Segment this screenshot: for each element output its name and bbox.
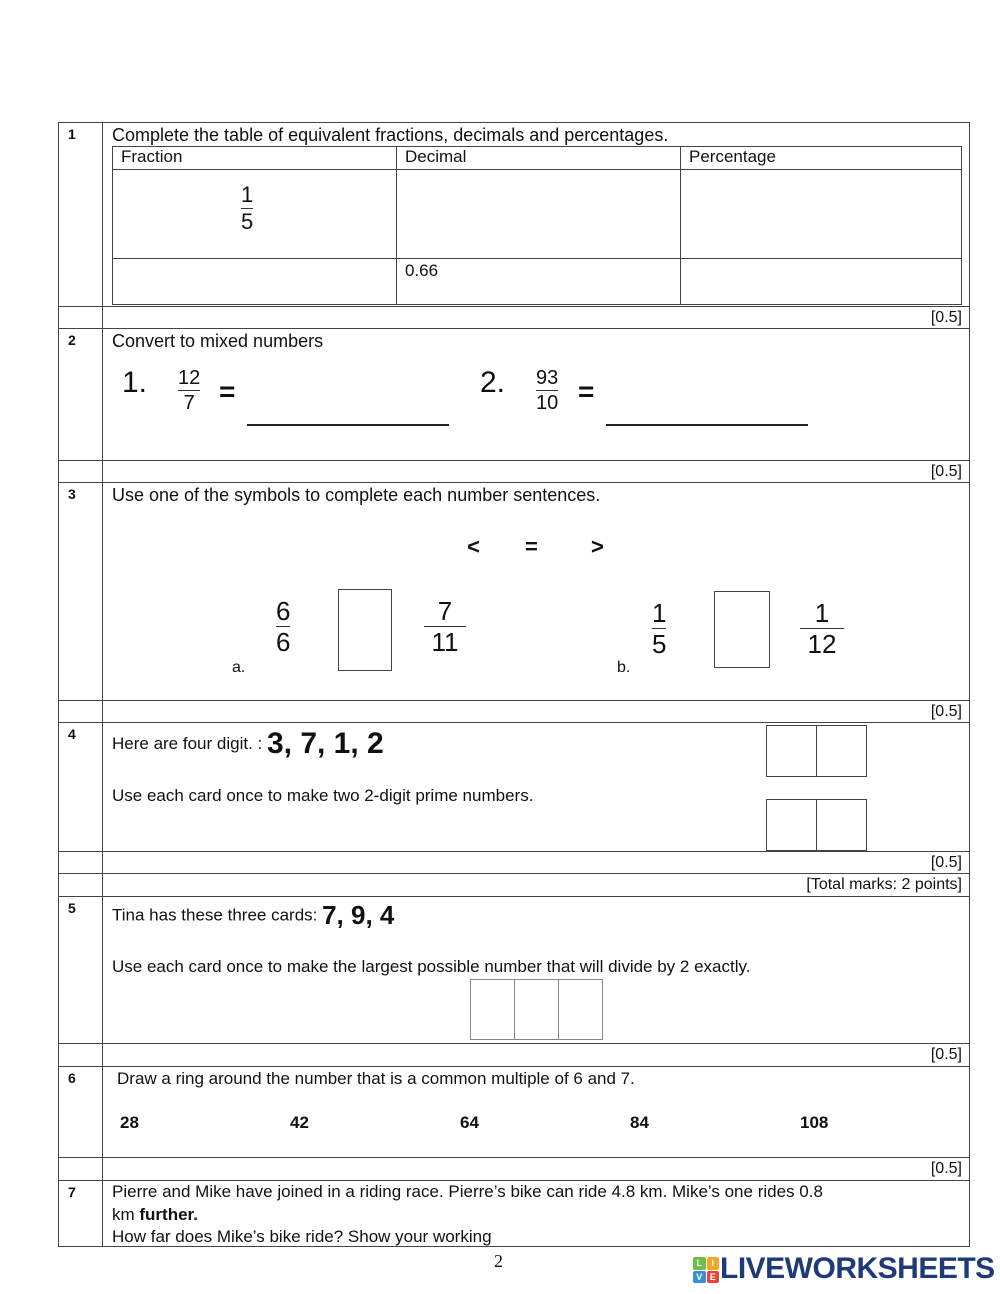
question-number: 2 [68, 332, 76, 348]
question-number: 4 [68, 726, 76, 742]
page-number: 2 [494, 1251, 503, 1271]
question-number: 7 [68, 1184, 76, 1200]
column-header-percentage: Percentage [681, 147, 962, 170]
fraction-right [424, 598, 466, 655]
item-label: a. [232, 659, 246, 676]
question-text-line-3: How far does Mike’s bike ride? Show your working [112, 1227, 492, 1246]
question-number: 3 [68, 486, 76, 502]
logo-icon [693, 1257, 719, 1283]
marks-label: [0.5] [930, 463, 962, 480]
item-label: 2. [480, 366, 506, 399]
fraction [241, 184, 253, 233]
numerator: 6 [276, 596, 291, 626]
numerator: 7 [437, 596, 453, 626]
numerator: 1 [652, 598, 667, 628]
digit-box[interactable] [816, 799, 867, 851]
decimal-input-cell[interactable] [397, 170, 681, 259]
percentage-input-cell[interactable] [681, 170, 962, 259]
digit-box[interactable] [766, 799, 817, 851]
fraction-bar [178, 390, 200, 391]
fraction [536, 368, 558, 413]
item-label: 1. [122, 366, 148, 399]
marks-label: [0.5] [930, 854, 962, 871]
denominator: 5 [241, 209, 254, 234]
question-instruction: Use each card once to make the largest possible number that will divide by 2 exactly. [112, 957, 751, 976]
option-64[interactable]: 64 [460, 1113, 479, 1132]
marks-label: [0.5] [930, 1046, 962, 1063]
fraction-input-cell[interactable] [113, 259, 397, 305]
logo-tile: E [707, 1271, 720, 1284]
question-prompt [112, 900, 394, 931]
divider [58, 482, 970, 483]
question-prompt: Complete the table of equivalent fractions, decimals and percentages. [112, 125, 669, 145]
table-row [113, 259, 962, 305]
total-marks-label: [Total marks: 2 points] [806, 876, 962, 893]
liveworksheets-logo: LIVEWORKSHEETS [720, 1252, 995, 1285]
emphasis-text: further. [139, 1205, 198, 1224]
question-number: 6 [68, 1070, 76, 1086]
symbol-less-than: < [467, 534, 480, 559]
symbol-greater-than: > [591, 534, 604, 559]
logo-tile: V [693, 1271, 706, 1284]
prompt-prefix: Here are four digit. : [112, 734, 267, 753]
marks-label: [0.5] [930, 703, 962, 720]
question-prompt [112, 727, 384, 761]
fraction-left [276, 598, 290, 655]
denominator: 12 [807, 629, 837, 659]
denominator: 11 [431, 627, 459, 657]
question-prompt: Draw a ring around the number that is a common multiple of 6 and 7. [117, 1069, 635, 1088]
question-instruction: Use each card once to make two 2-digit prime numbers. [112, 786, 534, 805]
number-cards: 7, 9, 4 [322, 900, 395, 930]
numerator: 1 [814, 598, 830, 628]
divider [58, 460, 970, 461]
option-42[interactable]: 42 [290, 1113, 309, 1132]
digit-box[interactable] [766, 725, 817, 777]
fraction-cell [113, 170, 397, 259]
divider [58, 1180, 970, 1181]
answer-line-1[interactable] [247, 424, 449, 426]
item-label: b. [617, 659, 631, 676]
numerator: 1 [241, 182, 254, 207]
symbol-answer-box-a[interactable] [338, 589, 392, 671]
option-84[interactable]: 84 [630, 1113, 649, 1132]
denominator: 7 [183, 392, 195, 414]
digit-box[interactable] [514, 979, 559, 1040]
question-number: 1 [68, 126, 76, 142]
fraction-left [652, 600, 666, 657]
text: km [112, 1205, 140, 1224]
logo-tile: I [707, 1257, 720, 1270]
fraction-right [800, 600, 844, 657]
column-header-fraction: Fraction [113, 147, 397, 170]
digit-box[interactable] [558, 979, 603, 1040]
equivalence-table [112, 146, 962, 305]
divider [58, 722, 970, 723]
marks-label: [0.5] [930, 309, 962, 326]
digit-box[interactable] [470, 979, 515, 1040]
prompt-prefix: Tina has these three cards: [112, 905, 323, 925]
divider [58, 896, 970, 897]
answer-line-2[interactable] [606, 424, 808, 426]
question-text-line-2 [112, 1205, 198, 1225]
option-108[interactable]: 108 [800, 1113, 829, 1132]
divider [58, 1066, 970, 1067]
denominator: 5 [652, 629, 667, 659]
divider [58, 328, 970, 329]
symbol-answer-box-b[interactable] [714, 591, 770, 668]
table-header-row [113, 147, 962, 170]
divider [58, 851, 970, 852]
equals-sign: = [219, 376, 236, 407]
logo-tile: L [693, 1257, 706, 1270]
divider [58, 1157, 970, 1158]
marks-label: [0.5] [930, 1160, 962, 1177]
divider [58, 1043, 970, 1044]
numerator: 93 [536, 367, 559, 389]
percentage-input-cell[interactable] [681, 259, 962, 305]
numerator: 12 [178, 367, 201, 389]
question-prompt: Convert to mixed numbers [112, 331, 324, 351]
fraction-bar [536, 390, 558, 391]
decimal-cell: 0.66 [397, 259, 681, 305]
denominator: 10 [536, 392, 559, 414]
option-28[interactable]: 28 [120, 1113, 139, 1132]
question-number: 5 [68, 900, 76, 916]
divider [58, 873, 970, 874]
table-row [113, 170, 962, 259]
denominator: 6 [276, 627, 291, 657]
digit-box[interactable] [816, 725, 867, 777]
divider [58, 306, 970, 307]
digit-cards: 3, 7, 1, 2 [266, 727, 384, 760]
symbol-equals: = [525, 534, 538, 559]
column-header-decimal: Decimal [397, 147, 681, 170]
equals-sign: = [578, 376, 595, 407]
fraction [178, 368, 200, 413]
question-text-line-1: Pierre and Mike have joined in a riding race. Pierre’s bike can ride 4.8 km. Mike’s one rides 0.8 [112, 1182, 823, 1201]
divider [58, 700, 970, 701]
question-prompt: Use one of the symbols to complete each number sentences. [112, 485, 601, 505]
number-column-divider [102, 122, 103, 1247]
